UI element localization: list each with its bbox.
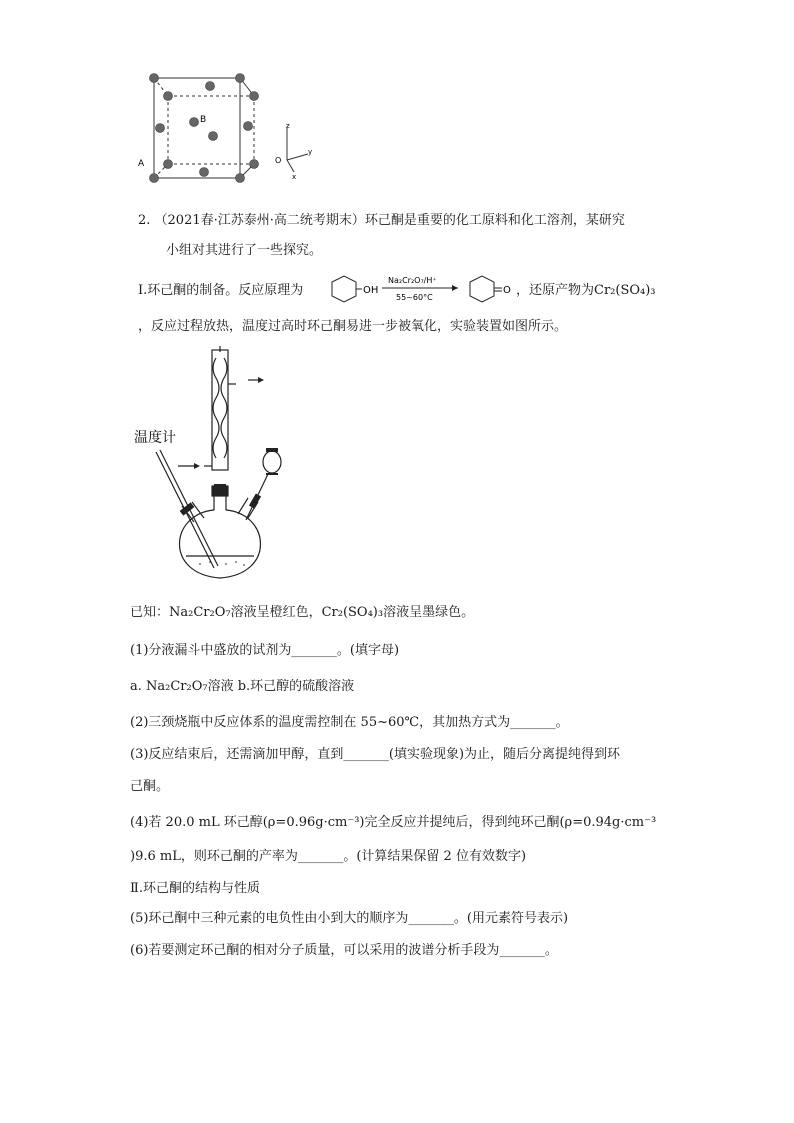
known-info: 已知：Na₂Cr₂O₇溶液呈橙红色，Cr₂(SO₄)₃溶液呈墨绿色。 <box>130 605 475 620</box>
question-4-line1: (4)若 20.0 mL 环己醇(ρ=0.96g·cm⁻³)完全反应并提纯后，得到纯环己酮(ρ=0.94g·cm⁻³ <box>130 815 657 830</box>
question-3-line2: 己酮。 <box>130 779 170 794</box>
axis-x-label: x <box>292 173 297 181</box>
part2-title: Ⅱ.环己酮的结构与性质 <box>130 881 260 896</box>
axis-origin-label: O <box>275 156 282 165</box>
part1-intro: Ⅰ.环己酮的制备。反应原理为 <box>138 283 304 298</box>
question-1-options: a. Na₂Cr₂O₇溶液 b.环己醇的硫酸溶液 <box>130 679 355 694</box>
question-2-sub: (2)三颈烧瓶中反应体系的温度需控制在 55~60℃，其加热方式为_______。 <box>130 715 569 730</box>
part1-after: ，还原产物为Cr₂(SO₄)₃ <box>516 283 656 298</box>
ketone-o: O <box>503 285 511 296</box>
crystal-cell-figure <box>130 68 330 193</box>
question-5: (5)环己酮中三种元素的电负性由小到大的顺序为_______。(用元素符号表示) <box>130 911 569 926</box>
question-2-line2: 小组对其进行了一些探究。 <box>166 243 323 258</box>
condition-label: 55~60°C <box>396 293 433 302</box>
question-4-line2: )9.6 mL，则环己酮的产率为_______。(计算结果保留 2 位有效数字) <box>130 849 527 864</box>
axis-z-label: z <box>286 122 290 130</box>
label-b: B <box>200 115 207 125</box>
reaction-scheme <box>318 268 536 312</box>
question-6: (6)若要测定环己酮的相对分子质量，可以采用的波谱分析手段为_______。 <box>130 943 558 958</box>
reagent-label: Na₂Cr₂O₇/H⁺ <box>388 276 437 285</box>
question-3-line1: (3)反应结束后，还需滴加甲醇，直到_______(填实验现象)为止，随后分离提纯得到环 <box>130 747 621 762</box>
question-1: (1)分液漏斗中盛放的试剂为_______。(填字母) <box>130 643 400 658</box>
axis-y-label: y <box>308 148 313 156</box>
apparatus-figure <box>130 346 310 586</box>
oh-group: OH <box>363 285 379 296</box>
label-a: A <box>138 159 145 169</box>
part1-line2: ，反应过程放热，温度过高时环己酮易进一步被氧化，实验装置如图所示。 <box>138 319 568 334</box>
question-2-line1: 2. （2021春·江苏泰州·高二统考期末）环己酮是重要的化工原料和化工溶剂，某研究 <box>138 213 625 228</box>
thermometer-label: 温度计 <box>134 430 176 446</box>
